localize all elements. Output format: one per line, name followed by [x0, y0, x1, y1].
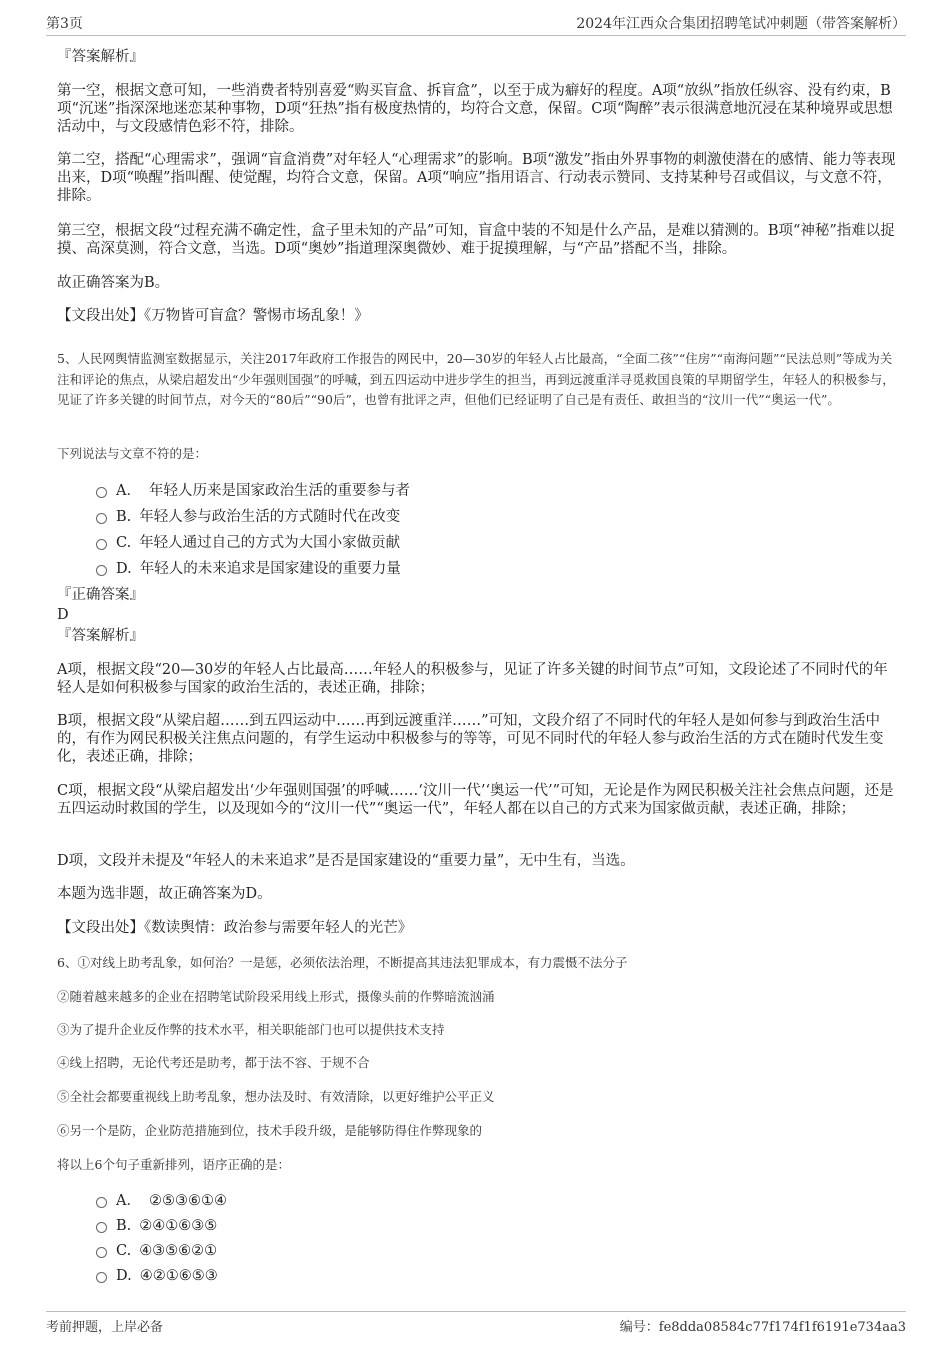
- q5-conclusion: 本题为选非题，故正确答案为D。: [57, 886, 272, 902]
- page-number: 第3页: [46, 16, 83, 32]
- q4-analysis-para1: 第一空，根据文意可知，一些消费者特别喜爱“购买盲盒、拆盲盒”，以至于成为癖好的程度。A项“放纵”指放任纵容、没有约束，B项“沉迷”指深深地迷恋某种事物，D项“狂热”指有极度热情的，均符合文意，保留。C项“陶醉”表示很满意地沉浸在某种境界或思想活动中，与文段感情色彩不符，排除。: [57, 83, 893, 135]
- q6-sentence-2: ②随着越来越多的企业在招聘笔试阶段采用线上形式，摄像头前的作弊暗流汹涌: [57, 989, 495, 1004]
- radio-icon[interactable]: [96, 565, 107, 576]
- q5-option-c[interactable]: C. 年轻人通过自己的方式为大国小家做贡献: [96, 534, 400, 552]
- page-footer: [46, 1311, 906, 1335]
- q5-option-a[interactable]: A． 年轻人历来是国家政治生活的重要参与者: [96, 482, 410, 500]
- radio-icon[interactable]: [96, 487, 107, 498]
- q4-analysis-label: 『答案解析』: [57, 49, 144, 65]
- q5-analysis-a: A项，根据文段“20—30岁的年轻人占比最高……年轻人的积极参与，见证了许多关键的时间节点”可知，文段论述了不同时代的年轻人是如何积极参与国家的政治生活的，表述正确，排除；: [57, 662, 888, 696]
- q5-analysis-b: B项，根据文段“从梁启超……到五四运动中……再到远渡重洋……”可知，文段介绍了不同时代的年轻人是如何参与到政治生活中的，有作为网民积极关注焦点问题的，有学生运动中积极参与的等等，可见不同时代的年轻人参与政治生活的方式在随时代发生变化，表述正确，排除；: [57, 713, 884, 765]
- q6-sentence-6: ⑥另一个是防，企业防范措施到位，技术手段升级，是能够防得住作弊现象的: [57, 1123, 483, 1138]
- page-header: [46, 10, 906, 36]
- q4-analysis-para3: 第三空，根据文段“过程充满不确定性，盒子里未知的产品”可知，盲盒中装的不知是什么产品，是难以猜测的。B项“神秘”指难以捉摸、高深莫测，符合文意，当选。D项“奥妙”指道理深奥微妙、难于捉摸理解，与“产品”搭配不当，排除。: [57, 223, 895, 257]
- q5-answer-label: 『正确答案』: [57, 587, 144, 603]
- q5-option-d[interactable]: D. 年轻人的未来追求是国家建设的重要力量: [96, 560, 401, 578]
- document-title: 2024年江西众合集团招聘笔试冲刺题（带答案解析）: [576, 16, 906, 32]
- radio-icon[interactable]: [96, 1272, 107, 1283]
- q5-option-b[interactable]: B. 年轻人参与政治生活的方式随时代在改变: [96, 508, 400, 526]
- radio-icon[interactable]: [96, 1247, 107, 1258]
- q4-conclusion: 故正确答案为B。: [57, 275, 170, 291]
- q5-analysis-label: 『答案解析』: [57, 628, 144, 644]
- q6-option-b[interactable]: B. ②④①⑥③⑤: [96, 1217, 217, 1235]
- radio-icon[interactable]: [96, 513, 107, 524]
- q6-sentence-5: ⑤全社会都要重视线上助考乱象，想办法及时、有效清除，以更好维护公平正义: [57, 1089, 495, 1104]
- q5-source: 【文段出处】《数读舆情：政治参与需要年轻人的光芒》: [57, 920, 413, 936]
- q5-prompt: 下列说法与文章不符的是：: [57, 446, 208, 461]
- q5-analysis-d: D项，文段并未提及“年轻人的未来追求”是否是国家建设的“重要力量”，无中生有，当选。: [57, 853, 635, 869]
- q6-option-d[interactable]: D. ④②①⑥⑤③: [96, 1267, 218, 1285]
- radio-icon[interactable]: [96, 1222, 107, 1233]
- q5-answer: D: [57, 607, 69, 623]
- q6-sentence-1: 6、①对线上助考乱象，如何治？一是惩，必须依法治理，不断提高其违法犯罪成本，有力震慑不法分子: [57, 955, 628, 970]
- q6-prompt: 将以上6个句子重新排列，语序正确的是：: [57, 1157, 290, 1172]
- q6-option-c[interactable]: C. ④③⑤⑥②①: [96, 1242, 217, 1260]
- footer-slogan: 考前押题，上岸必备: [46, 1320, 164, 1335]
- q5-stem: 5、人民网舆情监测室数据显示，关注2017年政府工作报告的网民中，20—30岁的年轻人占比最高，“全面二孩”“住房”“南海问题”“民法总则”等成为关注和评论的焦点，从梁启超发出“少年强则国强”的呼喊，到五四运动中进步学生的担当，再到远渡重洋寻觅救国良策的早期留学生，年轻人的积极参与，见证了许多关键的时间节点，对今天的“80后”“90后”，也曾有批评之声，但他们已经证明了自己是有责任、敢担当的“汶川一代”“奥运一代”。: [57, 351, 895, 407]
- q4-analysis-para2: 第二空，搭配“心理需求”，强调“盲盒消费”对年轻人“心理需求”的影响。B项“激发”指由外界事物的刺激使潜在的感情、能力等表现出来，D项“唤醒”指叫醒、使觉醒，均符合文意，保留。A项“响应”指用语言、行动表示赞同、支持某种号召或倡议，与文意不符，排除。: [57, 152, 896, 204]
- q6-option-a[interactable]: A． ②⑤③⑥①④: [96, 1192, 227, 1210]
- q6-sentence-4: ④线上招聘，无论代考还是助考，都于法不容、于规不合: [57, 1055, 370, 1070]
- radio-icon[interactable]: [96, 1197, 107, 1208]
- footer-serial: 编号：fe8dda08584c77f174f1f6191e734aa3: [619, 1320, 906, 1335]
- radio-icon[interactable]: [96, 539, 107, 550]
- q5-analysis-c: C项，根据文段“从梁启超发出‘少年强则国强’的呼喊……‘汶川一代’‘奥运一代’”可知，无论是作为网民积极关注社会焦点问题，还是五四运动时救国的学生，以及现如今的“汶川一代”“奥运一代”，年轻人都在以自己的方式来为国家做贡献，表述正确，排除；: [57, 783, 894, 817]
- q6-sentence-3: ③为了提升企业反作弊的技术水平，相关职能部门也可以提供技术支持: [57, 1022, 445, 1037]
- q4-source: 【文段出处】《万物皆可盲盒？警惕市场乱象！》: [57, 308, 369, 324]
